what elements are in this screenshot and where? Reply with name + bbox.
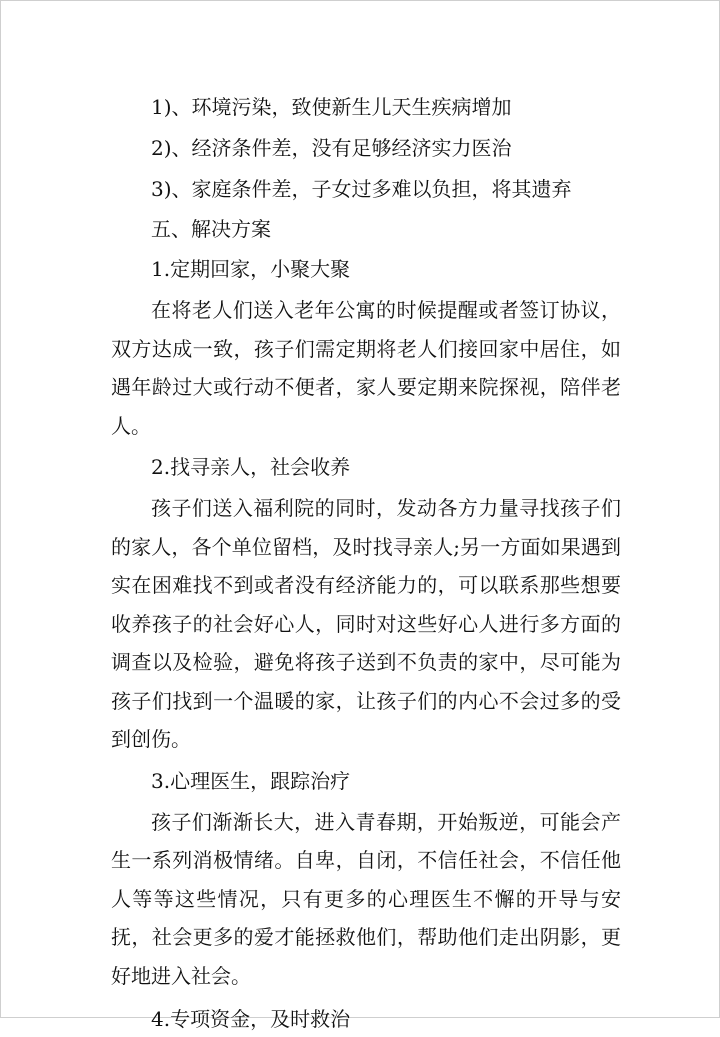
section-heading-solutions: 五、解决方案 — [151, 217, 271, 241]
list-item-cause-1: 1)、环境污染，致使新生儿天生疾病增加 — [151, 95, 512, 119]
subheading-3: 3.心理医生，跟踪治疗 — [151, 768, 351, 793]
paragraph-2: 孩子们送入福利院的同时，发动各方力量寻找孩子们的家人，各个单位留档，及时找寻亲人;另一方面如果遇到实在困难找不到或者没有经济能力的，可以联系那些想要收养孩子的社会好心人，同时对这些好心人进行多方面的调查以及检验，避免将孩子送到不负责的家中，尽可能为孩子们找到一个温暖的家，让孩子们的内心不会过多的受到创伤。 — [111, 496, 621, 751]
subheading-4: 4.专项资金，及时救治 — [151, 1007, 351, 1031]
paragraph-1: 在将老人们送入老年公寓的时候提醒或者签订协议，双方达成一致，孩子们需定期将老人们接回家中居住，如遇年龄过大或行动不便者，家人要定期来院探视，陪伴老人。 — [111, 298, 621, 438]
subheading-1: 1.定期回家，小聚大聚 — [151, 257, 351, 281]
list-item-cause-3: 3)、家庭条件差，子女过多难以负担，将其遗弃 — [151, 177, 572, 201]
subheading-2: 2.找寻亲人，社会收养 — [151, 455, 351, 479]
document-body — [111, 89, 621, 1037]
paragraph-3: 孩子们渐渐长大，进入青春期，开始叛逆，可能会产生一系列消极情绪。自卑，自闭，不信任社会，不信任他人等等这些情况，只有更多的心理医生不懈的开导与安抚，社会更多的爱才能拯救他们，帮助他们走出阴影，更好地进入社会。 — [111, 809, 621, 988]
list-item-cause-2: 2)、经济条件差，没有足够经济实力医治 — [151, 136, 512, 160]
